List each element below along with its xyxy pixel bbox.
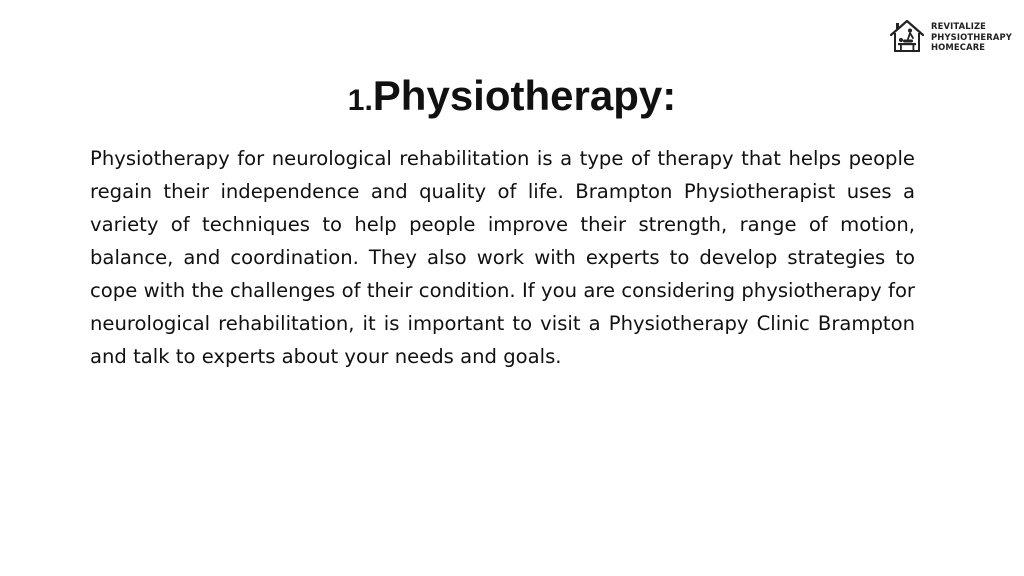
slide-body-paragraph: Physiotherapy for neurological rehabilitation is a type of therapy that helps people regain their independence and quality of life. Brampton Physiotherapist uses a variety of techniques to help people improve their strength, range of motion, balance, and coordination. They also work with experts to develop strategies to cope with the challenges of their condition. If you are considering physiotherapy for neurological rehabilitation, it is important to visit a Physiotherapy Clinic Brampton and talk to experts about your needs and goals.: [90, 147, 915, 368]
brand-line-2: PHYSIOTHERAPY: [931, 31, 1013, 42]
brand-line-3: HOMECARE: [931, 42, 986, 52]
house-physio-icon: [889, 18, 925, 54]
slide-title-number: 1.: [347, 84, 373, 117]
slide-title: [0, 70, 1024, 127]
brand-wordmark: [931, 21, 1012, 53]
slide-title-text: Physiotherapy:: [372, 72, 677, 119]
brand-logo: [889, 18, 1012, 54]
brand-line-1: REVITALIZE: [931, 21, 987, 31]
